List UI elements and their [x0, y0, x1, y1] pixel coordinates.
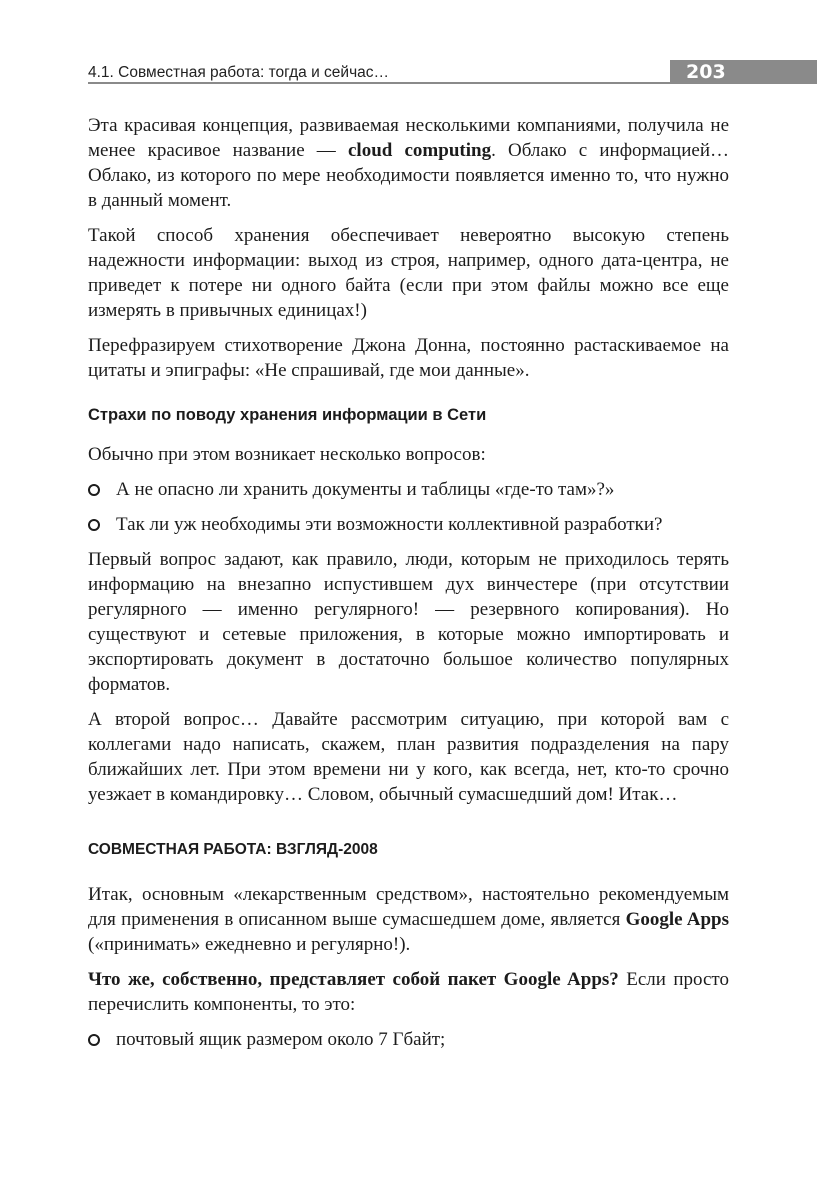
running-header-title: 4.1. Совместная работа: тогда и сейчас… [88, 64, 390, 81]
paragraph-first-question: Первый вопрос задают, как правило, люди, которым не приходилось терять информацию на внезапно испустившем дух винчестере (при отсутствии регулярного — именно регулярного! — резервного копирования). Но существуют и сетевые приложения, в которые можно импортировать и экспортировать документ в достаточно большое количество популярных форматов. [88, 549, 729, 695]
page-body [88, 113, 729, 1062]
text-run: Эта красивая концепция, развиваемая несколькими компаниями, получила не менее красивое название — [88, 115, 729, 161]
text-run: . Облако с информацией… Облако, из которого по мере необходимости появляется именно то, что нужно в данный момент. [88, 140, 729, 211]
list-item-text: почтовый ящик размером около 7 Гбайт; [116, 1029, 446, 1050]
paragraph-donne: Перефразируем стихотворение Джона Донна, постоянно растаскиваемое на цитаты и эпиграфы: «Не спрашивай, где мои данные». [88, 335, 729, 381]
term-cloud-computing: cloud computing [347, 140, 492, 161]
text-run: Итак, основным «лекарственным средством», настоятельно рекомендуемым для применения в описанном выше сумасшедшем доме, является [88, 884, 729, 930]
paragraph-questions-intro: Обычно при этом возникает несколько вопросов: [88, 444, 486, 465]
page-number: 203 [670, 60, 817, 84]
text-run: Если просто перечислить компоненты, то это: [88, 969, 729, 1015]
term-google-apps: Google Apps [625, 909, 729, 930]
list-item [88, 477, 729, 502]
circle-bullet-icon [88, 1034, 100, 1046]
bold-question: Что же, собственно, представляет собой пакет Google Apps? [88, 969, 619, 990]
list-item-text: А не опасно ли хранить документы и таблицы «где-то там»?» [116, 479, 615, 500]
list-item-text: Так ли уж необходимы эти возможности коллективной разработки? [116, 514, 663, 535]
paragraph-second-question: А второй вопрос… Давайте рассмотрим ситуацию, при которой вам с коллегами надо написать, скажем, план развития подразделения на пару ближайших лет. При этом времени ни у кого, как всегда, нет, кто-то срочно уезжает в командировку… Словом, обычный сумасшедший дом! Итак… [88, 709, 729, 805]
running-header [88, 60, 817, 86]
components-list [88, 1027, 729, 1052]
section-heading-collaboration-2008: СОВМЕСТНАЯ РАБОТА: ВЗГЛЯД-2008 [88, 841, 378, 858]
circle-bullet-icon [88, 519, 100, 531]
paragraph-google-apps-intro [88, 882, 729, 957]
paragraph-cloud-computing [88, 113, 729, 213]
paragraph-reliability: Такой способ хранения обеспечивает невероятно высокую степень надежности информации: выход из строя, например, одного дата-центра, не приведет к потере ни одного байта (если при этом файлы можно все еще измерять в привычных единицах!) [88, 225, 729, 321]
list-item [88, 512, 729, 537]
questions-list [88, 477, 729, 537]
section-heading-fears: Страхи по поводу хранения информации в Сети [88, 406, 487, 424]
text-run: («принимать» ежедневно и регулярно!). [88, 934, 411, 955]
circle-bullet-icon [88, 484, 100, 496]
list-item [88, 1027, 729, 1052]
paragraph-google-apps-question [88, 967, 729, 1017]
